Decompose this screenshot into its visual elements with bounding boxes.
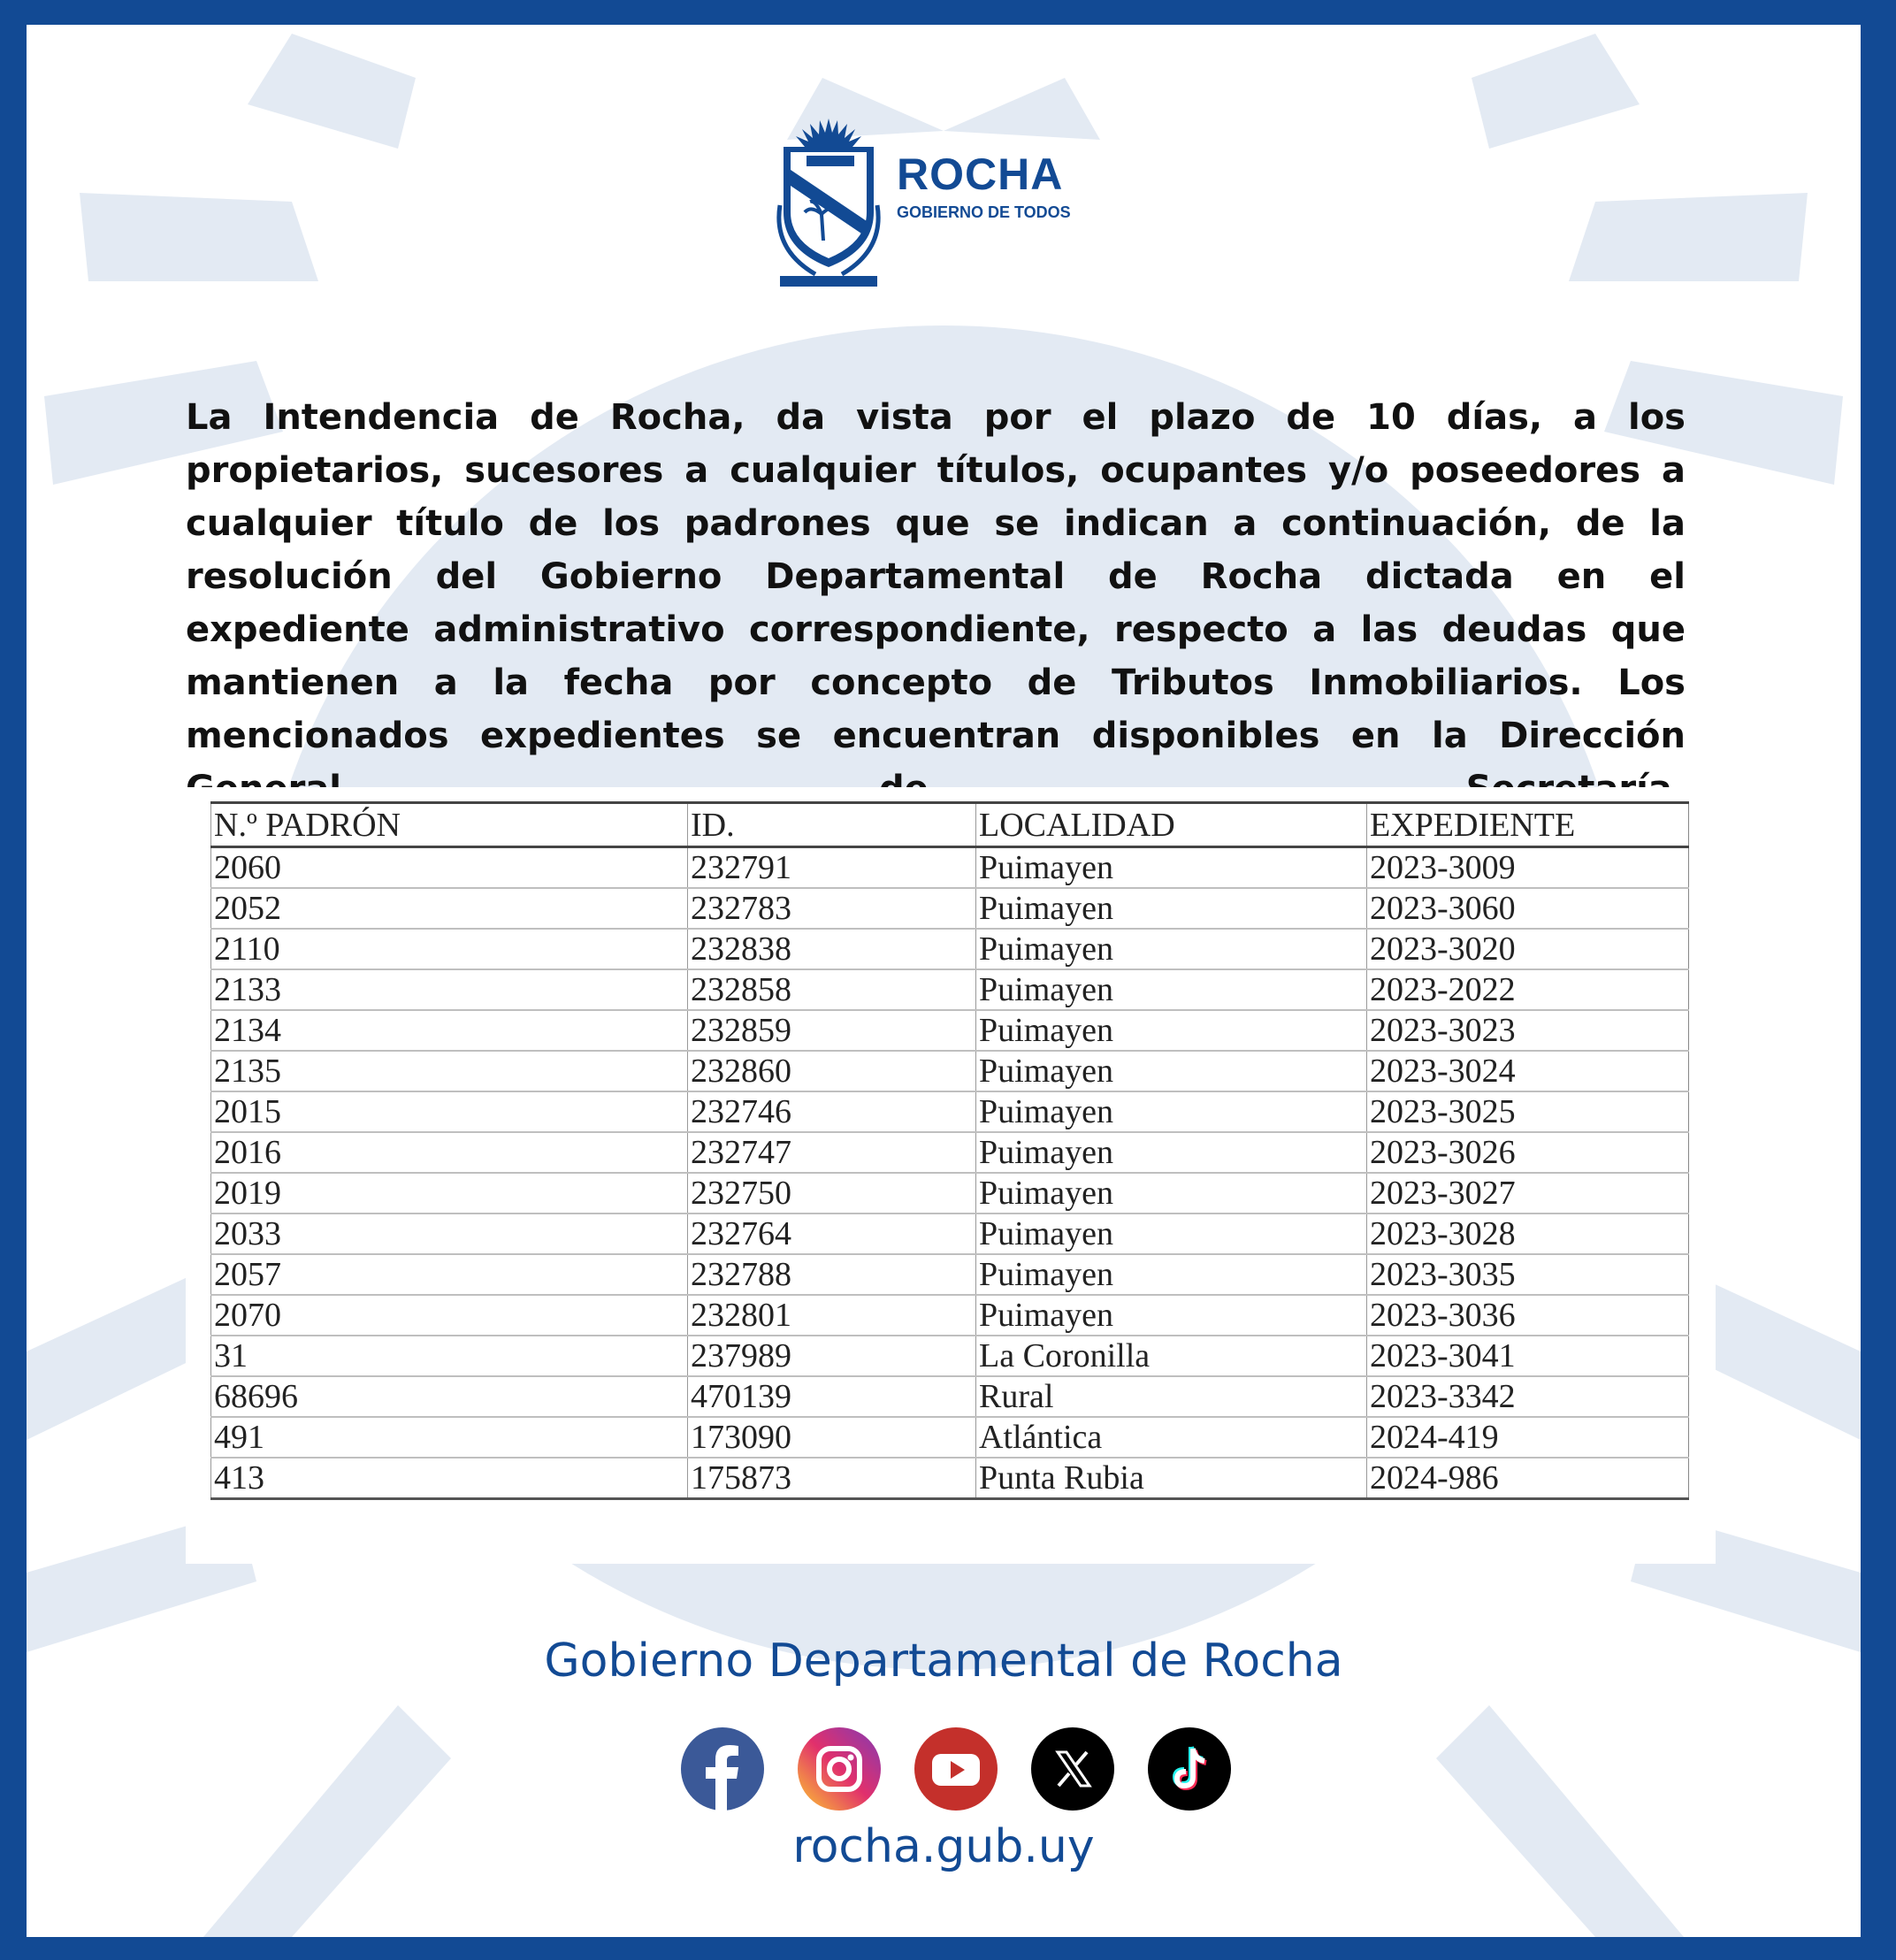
- notice-card: [27, 25, 1861, 1937]
- table-row: [211, 1417, 1689, 1458]
- cell-expediente: 2023-3026: [1367, 1132, 1689, 1173]
- cell-padron: 2110: [211, 929, 688, 969]
- cell-expediente: 2023-2022: [1367, 969, 1689, 1010]
- padrones-table-container: [186, 787, 1716, 1564]
- cell-padron: 2015: [211, 1091, 688, 1132]
- table-row: [211, 1376, 1689, 1417]
- cell-localidad: Puimayen: [976, 1010, 1367, 1051]
- cell-expediente: 2023-3028: [1367, 1214, 1689, 1254]
- cell-id: 232747: [688, 1132, 976, 1173]
- cell-padron: 2133: [211, 969, 688, 1010]
- cell-padron: 2033: [211, 1214, 688, 1254]
- social-icons: [681, 1727, 1231, 1811]
- cell-id: 232859: [688, 1010, 976, 1051]
- cell-localidad: Puimayen: [976, 1295, 1367, 1336]
- cell-id: 173090: [688, 1417, 976, 1458]
- department-crest-icon: [771, 117, 886, 294]
- youtube-icon[interactable]: [914, 1727, 998, 1811]
- cell-localidad: Puimayen: [976, 929, 1367, 969]
- table-row: [211, 969, 1689, 1010]
- table-row: [211, 1295, 1689, 1336]
- table-row: [211, 1214, 1689, 1254]
- cell-id: 232858: [688, 969, 976, 1010]
- column-header-expediente: EXPEDIENTE: [1367, 803, 1689, 847]
- cell-expediente: 2023-3023: [1367, 1010, 1689, 1051]
- table-row: [211, 1010, 1689, 1051]
- table-row: [211, 1051, 1689, 1091]
- cell-localidad: Rural: [976, 1376, 1367, 1417]
- cell-padron: 2135: [211, 1051, 688, 1091]
- logo-title: ROCHA: [897, 149, 1064, 199]
- cell-id: 232750: [688, 1173, 976, 1214]
- table-row: [211, 1336, 1689, 1376]
- table-header-row: [211, 803, 1689, 847]
- cell-localidad: La Coronilla: [976, 1336, 1367, 1376]
- table-row: [211, 929, 1689, 969]
- logo-subtitle: GOBIERNO DE TODOS: [897, 203, 1071, 221]
- table-row: [211, 888, 1689, 929]
- cell-localidad: Puimayen: [976, 1091, 1367, 1132]
- tiktok-icon[interactable]: [1148, 1727, 1231, 1811]
- cell-id: 237989: [688, 1336, 976, 1376]
- cell-expediente: 2023-3342: [1367, 1376, 1689, 1417]
- table-row: [211, 847, 1689, 889]
- cell-localidad: Puimayen: [976, 1214, 1367, 1254]
- cell-expediente: 2024-986: [1367, 1458, 1689, 1499]
- cell-id: 232788: [688, 1254, 976, 1295]
- cell-expediente: 2023-3036: [1367, 1295, 1689, 1336]
- cell-id: 232746: [688, 1091, 976, 1132]
- organization-name: Gobierno Departamental de Rocha: [544, 1635, 1343, 1688]
- cell-localidad: Puimayen: [976, 888, 1367, 929]
- cell-id: 232783: [688, 888, 976, 929]
- column-header-id: ID.: [688, 803, 976, 847]
- cell-expediente: 2023-3060: [1367, 888, 1689, 929]
- x-icon[interactable]: [1031, 1727, 1114, 1811]
- notice-paragraph: La Intendencia de Rocha, da vista por el plazo de 10 días, a los propietarios, sucesores a cualquier títulos, ocupantes y/o poseedores a cualquier título de los padrones que se indican a continuación, de la resolución del Gobierno Departamental de Rocha dictada en el expediente administrativo correspondiente, respecto a las deudas que mantienen a la fecha por concepto de Tributos Inmobiliarios. Los mencionados expedientes se encuentran disponibles en la Dirección: [186, 397, 1686, 756]
- rocha-logo: [771, 117, 1134, 294]
- cell-expediente: 2023-3035: [1367, 1254, 1689, 1295]
- cell-localidad: Atlántica: [976, 1417, 1367, 1458]
- cell-expediente: 2023-3009: [1367, 847, 1689, 889]
- table-row: [211, 1458, 1689, 1499]
- cell-id: 232791: [688, 847, 976, 889]
- cell-id: 232801: [688, 1295, 976, 1336]
- website-link[interactable]: rocha.gub.uy: [792, 1820, 1095, 1873]
- cell-expediente: 2023-3025: [1367, 1091, 1689, 1132]
- column-header-localidad: LOCALIDAD: [976, 803, 1367, 847]
- cell-padron: 2019: [211, 1173, 688, 1214]
- cell-id: 232764: [688, 1214, 976, 1254]
- cell-localidad: Puimayen: [976, 847, 1367, 889]
- cell-expediente: 2023-3024: [1367, 1051, 1689, 1091]
- cell-padron: 2070: [211, 1295, 688, 1336]
- table-row: [211, 1173, 1689, 1214]
- cell-localidad: Puimayen: [976, 1132, 1367, 1173]
- table-body: [211, 847, 1689, 1499]
- cell-padron: 2016: [211, 1132, 688, 1173]
- cell-padron: 31: [211, 1336, 688, 1376]
- cell-id: 232860: [688, 1051, 976, 1091]
- cell-id: 232838: [688, 929, 976, 969]
- logo-wordmark: [897, 149, 1071, 223]
- cell-padron: 2060: [211, 847, 688, 889]
- cell-padron: 2052: [211, 888, 688, 929]
- padrones-table: [210, 801, 1689, 1500]
- table-row: [211, 1091, 1689, 1132]
- facebook-icon[interactable]: [681, 1727, 764, 1811]
- cell-localidad: Puimayen: [976, 1173, 1367, 1214]
- cell-expediente: 2023-3020: [1367, 929, 1689, 969]
- cell-padron: 2057: [211, 1254, 688, 1295]
- cell-expediente: 2024-419: [1367, 1417, 1689, 1458]
- cell-padron: 413: [211, 1458, 688, 1499]
- cell-localidad: Puimayen: [976, 1051, 1367, 1091]
- cell-padron: 68696: [211, 1376, 688, 1417]
- cell-localidad: Puimayen: [976, 969, 1367, 1010]
- column-header-padron: N.º PADRÓN: [211, 803, 688, 847]
- cell-padron: 2134: [211, 1010, 688, 1051]
- cell-localidad: Punta Rubia: [976, 1458, 1367, 1499]
- cell-padron: 491: [211, 1417, 688, 1458]
- cell-localidad: Puimayen: [976, 1254, 1367, 1295]
- table-row: [211, 1132, 1689, 1173]
- cell-id: 470139: [688, 1376, 976, 1417]
- table-row: [211, 1254, 1689, 1295]
- cell-expediente: 2023-3041: [1367, 1336, 1689, 1376]
- cell-expediente: 2023-3027: [1367, 1173, 1689, 1214]
- cell-id: 175873: [688, 1458, 976, 1499]
- instagram-icon[interactable]: [798, 1727, 881, 1811]
